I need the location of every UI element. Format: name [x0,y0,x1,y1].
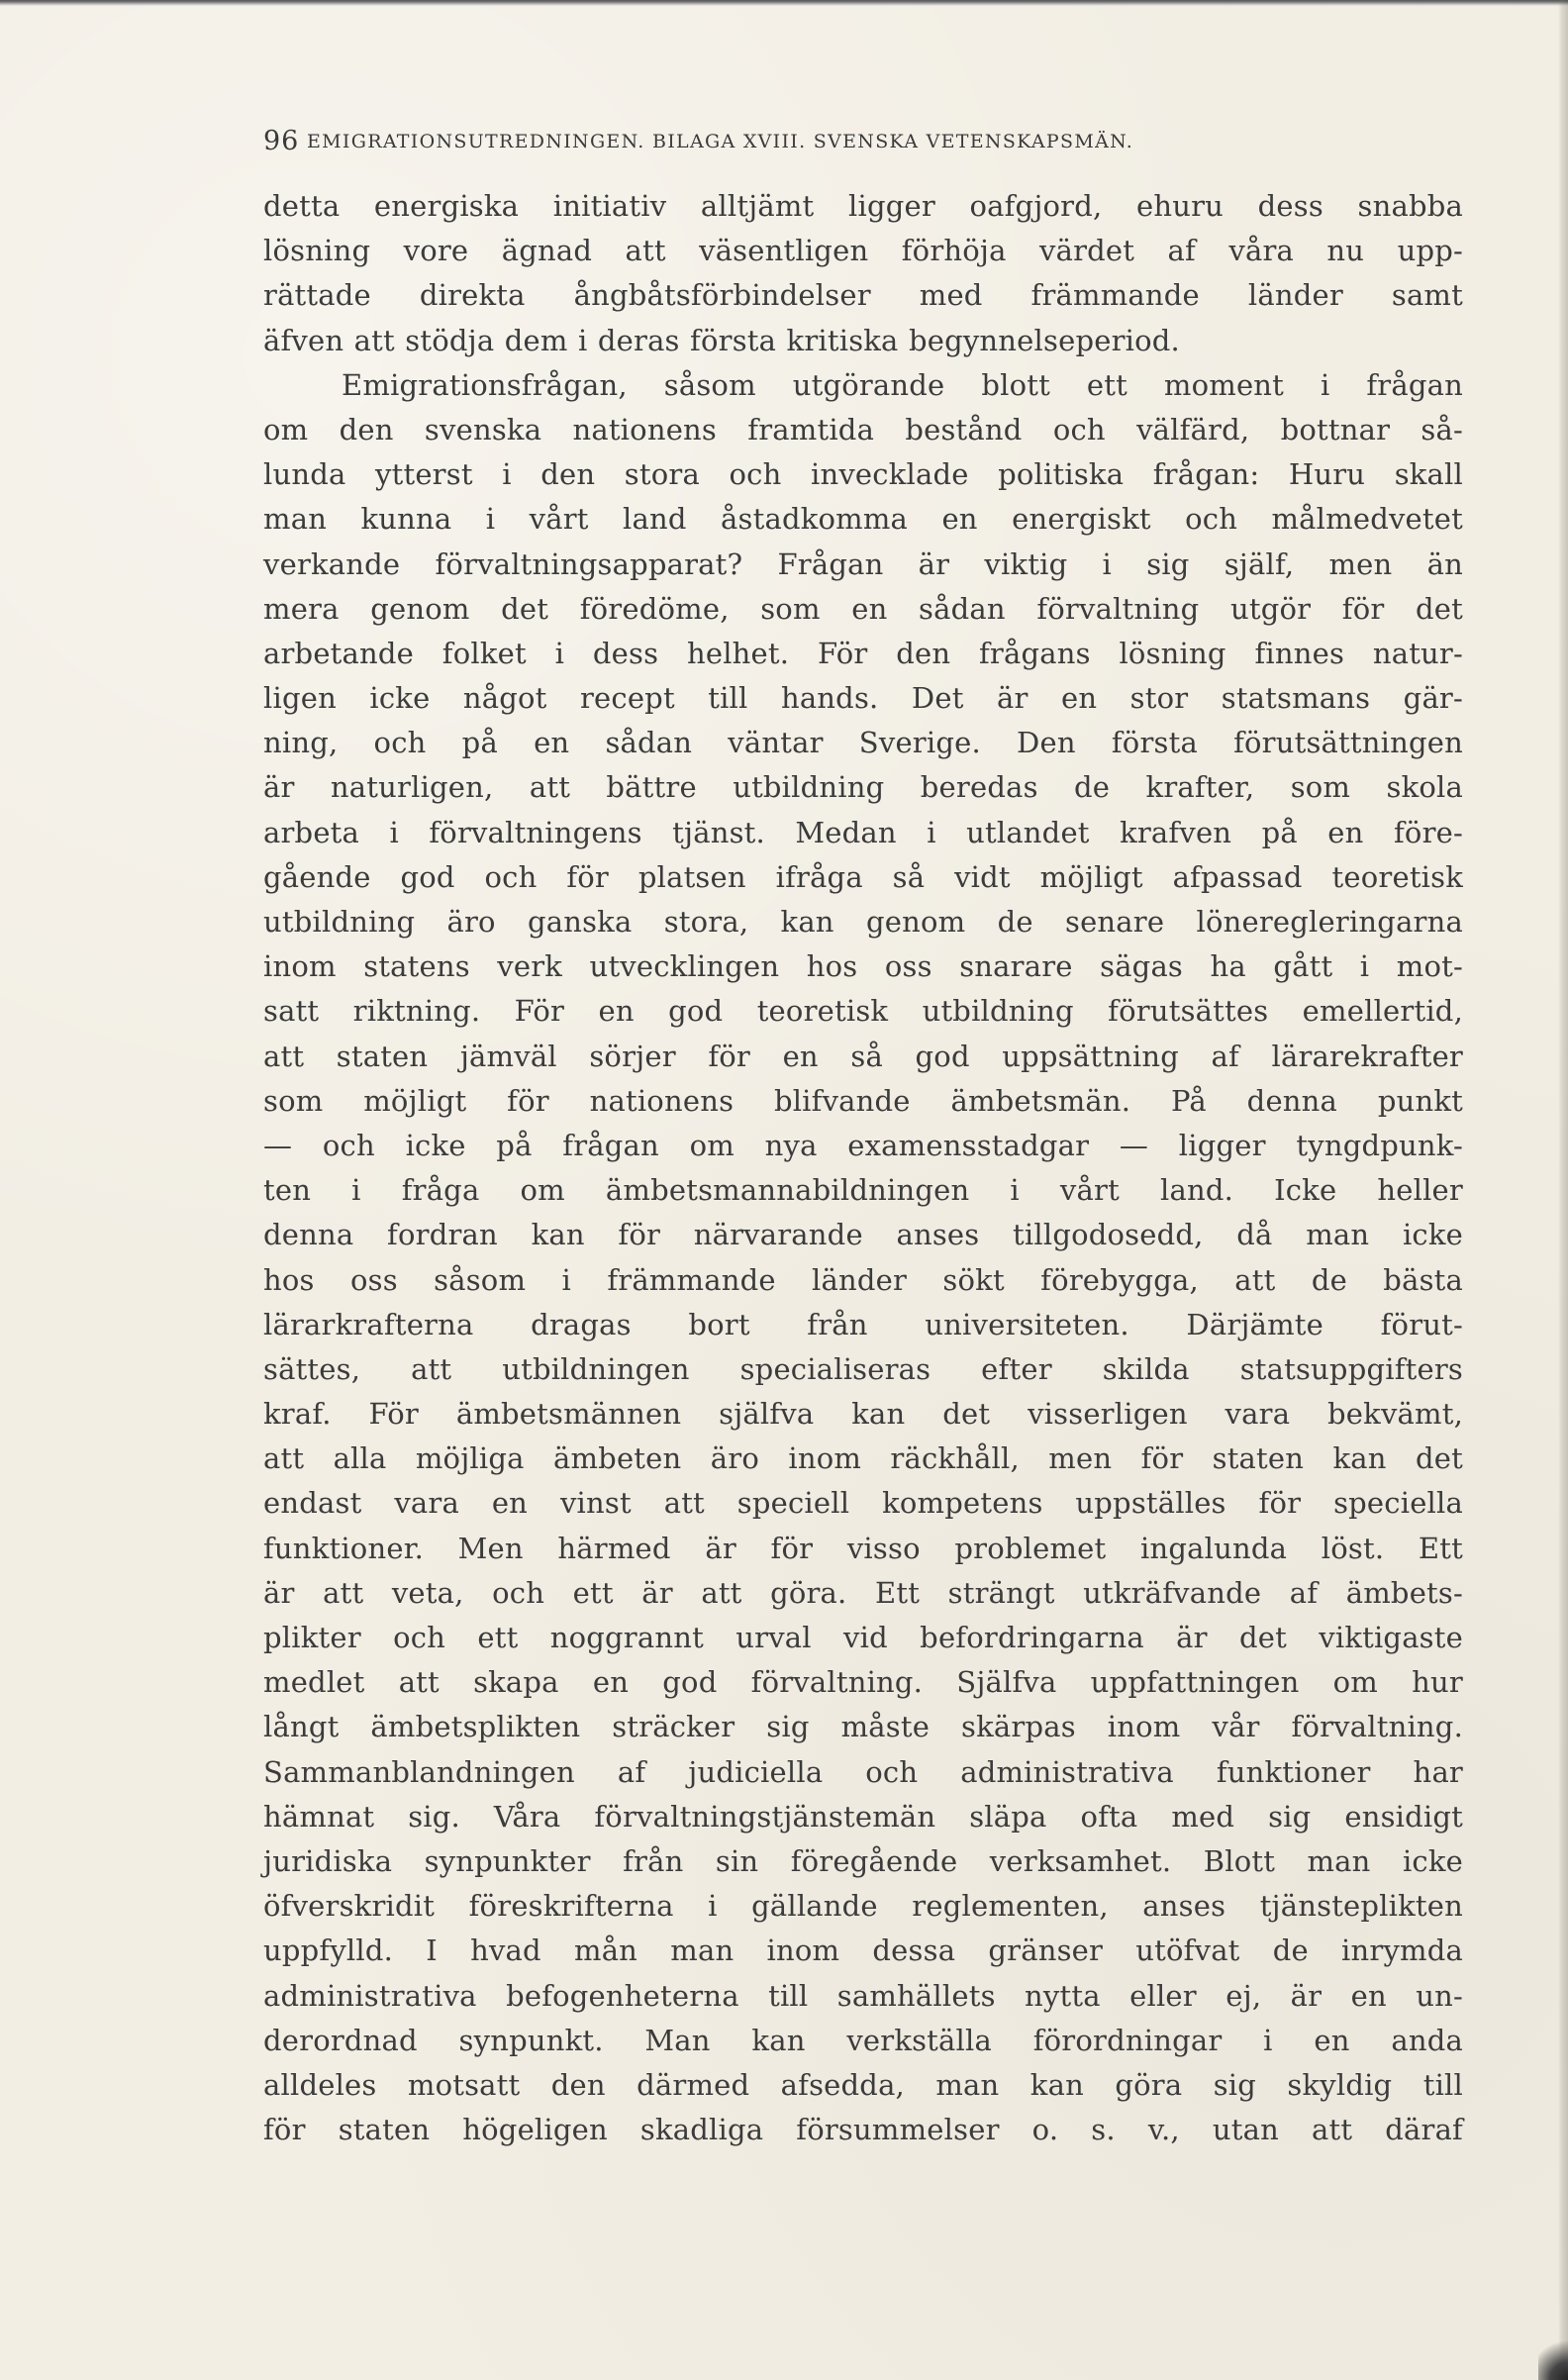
text-line: lärarkrafterna dragas bort från universiteten. Därjämte förut- [263,1307,1463,1341]
text-line: satt riktning. För en god teoretisk utbildning förutsättes emellertid, [263,994,1463,1029]
text-line: att staten jämväl sörjer för en så god uppsättning af lärarekrafter [263,1039,1463,1073]
text-line: lunda ytterst i den stora och invecklade politiska frågan: Huru skall [263,457,1463,492]
text-line: endast vara en vinst att speciell kompetens uppställes för speciella [263,1486,1463,1521]
text-line: ning, och på en sådan väntar Sverige. Den första förutsättningen [263,726,1463,760]
text-line: som möjligt för nationens blifvande ämbetsmän. På denna punkt [263,1083,1463,1118]
text-line: hos oss såsom i främmande länder sökt förebygga, att de bästa [263,1262,1463,1297]
top-rule [0,0,1568,6]
text-line: plikter och ett noggrannt urval vid befordringarna är det viktigaste [263,1621,1463,1654]
text-line: man kunna i vårt land åstadkomma en energiskt och målmedvetet [263,502,1463,537]
text-line: ligen icke något recept till hands. Det är en stor statsmans gär- [263,681,1463,716]
text-line: är naturligen, att bättre utbildning beredas de krafter, som skola [263,770,1463,805]
corner-mark [1538,2301,1568,2380]
text-line: mera genom det föredöme, som en sådan förvaltning utgör för det [263,591,1463,626]
text-line: medlet att skapa en god förvaltning. Själfva uppfattningen om hur [263,1665,1463,1700]
text-line: alldeles motsatt den därmed afsedda, man kan göra sig skyldig till [263,2067,1463,2102]
text-line: Sammanblandningen af judiciella och administrativa funktioner har [263,1754,1463,1789]
text-line: långt ämbetsplikten sträcker sig måste skärpas inom vår förvaltning. [263,1710,1463,1744]
text-line: verkande förvaltningsapparat? Frågan är viktig i sig själf, men än [263,546,1463,581]
text-line: lösning vore ägnad att väsentligen förhöja värdet af våra nu upp- [263,234,1463,268]
text-line: är att veta, och ett är att göra. Ett strängt utkräfvande af ämbets- [263,1575,1463,1610]
text-line: inom statens verk utvecklingen hos oss snarare sägas ha gått i mot- [263,949,1463,984]
text-line: arbeta i förvaltningens tjänst. Medan i utlandet krafven på en före- [263,815,1463,849]
text-line: gående god och för platsen ifråga så vidt möjligt afpassad teoretisk [263,859,1463,894]
text-line: kraf. För ämbetsmännen själfva kan det visserligen vara bekvämt, [263,1397,1463,1432]
running-title: EMIGRATIONSUTREDNINGEN. BILAGA XVIII. SVENSKA VETENSKAPSMÄN. [307,131,1134,152]
text-line: sättes, att utbildningen specialiseras efter skilda statsuppgifters [263,1351,1463,1386]
text-line: juridiska synpunkter från sin föregående verksamhet. Blott man icke [263,1843,1463,1878]
text-line: utbildning äro ganska stora, kan genom de senare löneregleringarna [263,905,1463,939]
text-line: arbetande folket i dess helhet. För den frågans lösning finnes natur- [263,636,1463,670]
page-header [263,124,1471,159]
text-line: funktioner. Men härmed är för visso problemet ingalunda löst. Ett [263,1531,1463,1565]
page-edge-shadow [1558,0,1568,2380]
text-line: denna fordran kan för närvarande anses tillgodosedd, då man icke [263,1218,1463,1252]
text-line: administrativa befogenheterna till samhällets nytta eller ej, är en un- [263,1978,1463,2013]
text-line: för staten högeligen skadliga försummelser o. s. v., utan att däraf [263,2113,1463,2147]
text-line: derordnad synpunkt. Man kan verkställa förordningar i en anda [263,2023,1463,2057]
paragraph-first-line: Emigrationsfrågan, såsom utgörande blott ett moment i frågan [342,367,1463,402]
text-line: — och icke på frågan om nya examensstadgar — ligger tyngdpunk- [263,1128,1463,1162]
text-line: om den svenska nationens framtida bestånd och välfärd, bottnar så- [263,412,1463,446]
text-line: uppfylld. I hvad mån man inom dessa gränser utöfvat de inrymda [263,1934,1463,1968]
text-line: rättade direkta ångbåtsförbindelser med främmande länder samt [263,278,1463,313]
text-line: öfverskridit föreskrifterna i gällande reglementen, anses tjänsteplikten [263,1889,1463,1924]
text-line: hämnat sig. Våra förvaltningstjänstemän släpa ofta med sig ensidigt [263,1799,1463,1834]
text-line: att alla möjliga ämbeten äro inom räckhåll, men för staten kan det [263,1441,1463,1476]
page-number: 96 [263,126,300,156]
body-text [263,184,1463,2152]
text-line: äfven att stödja dem i deras första kritiska begynnelseperiod. [263,323,1180,357]
text-line: detta energiska initiativ alltjämt ligger oafgjord, ehuru dess snabba [263,189,1463,223]
text-line: ten i fråga om ämbetsmannabildningen i vårt land. Icke heller [263,1173,1463,1208]
